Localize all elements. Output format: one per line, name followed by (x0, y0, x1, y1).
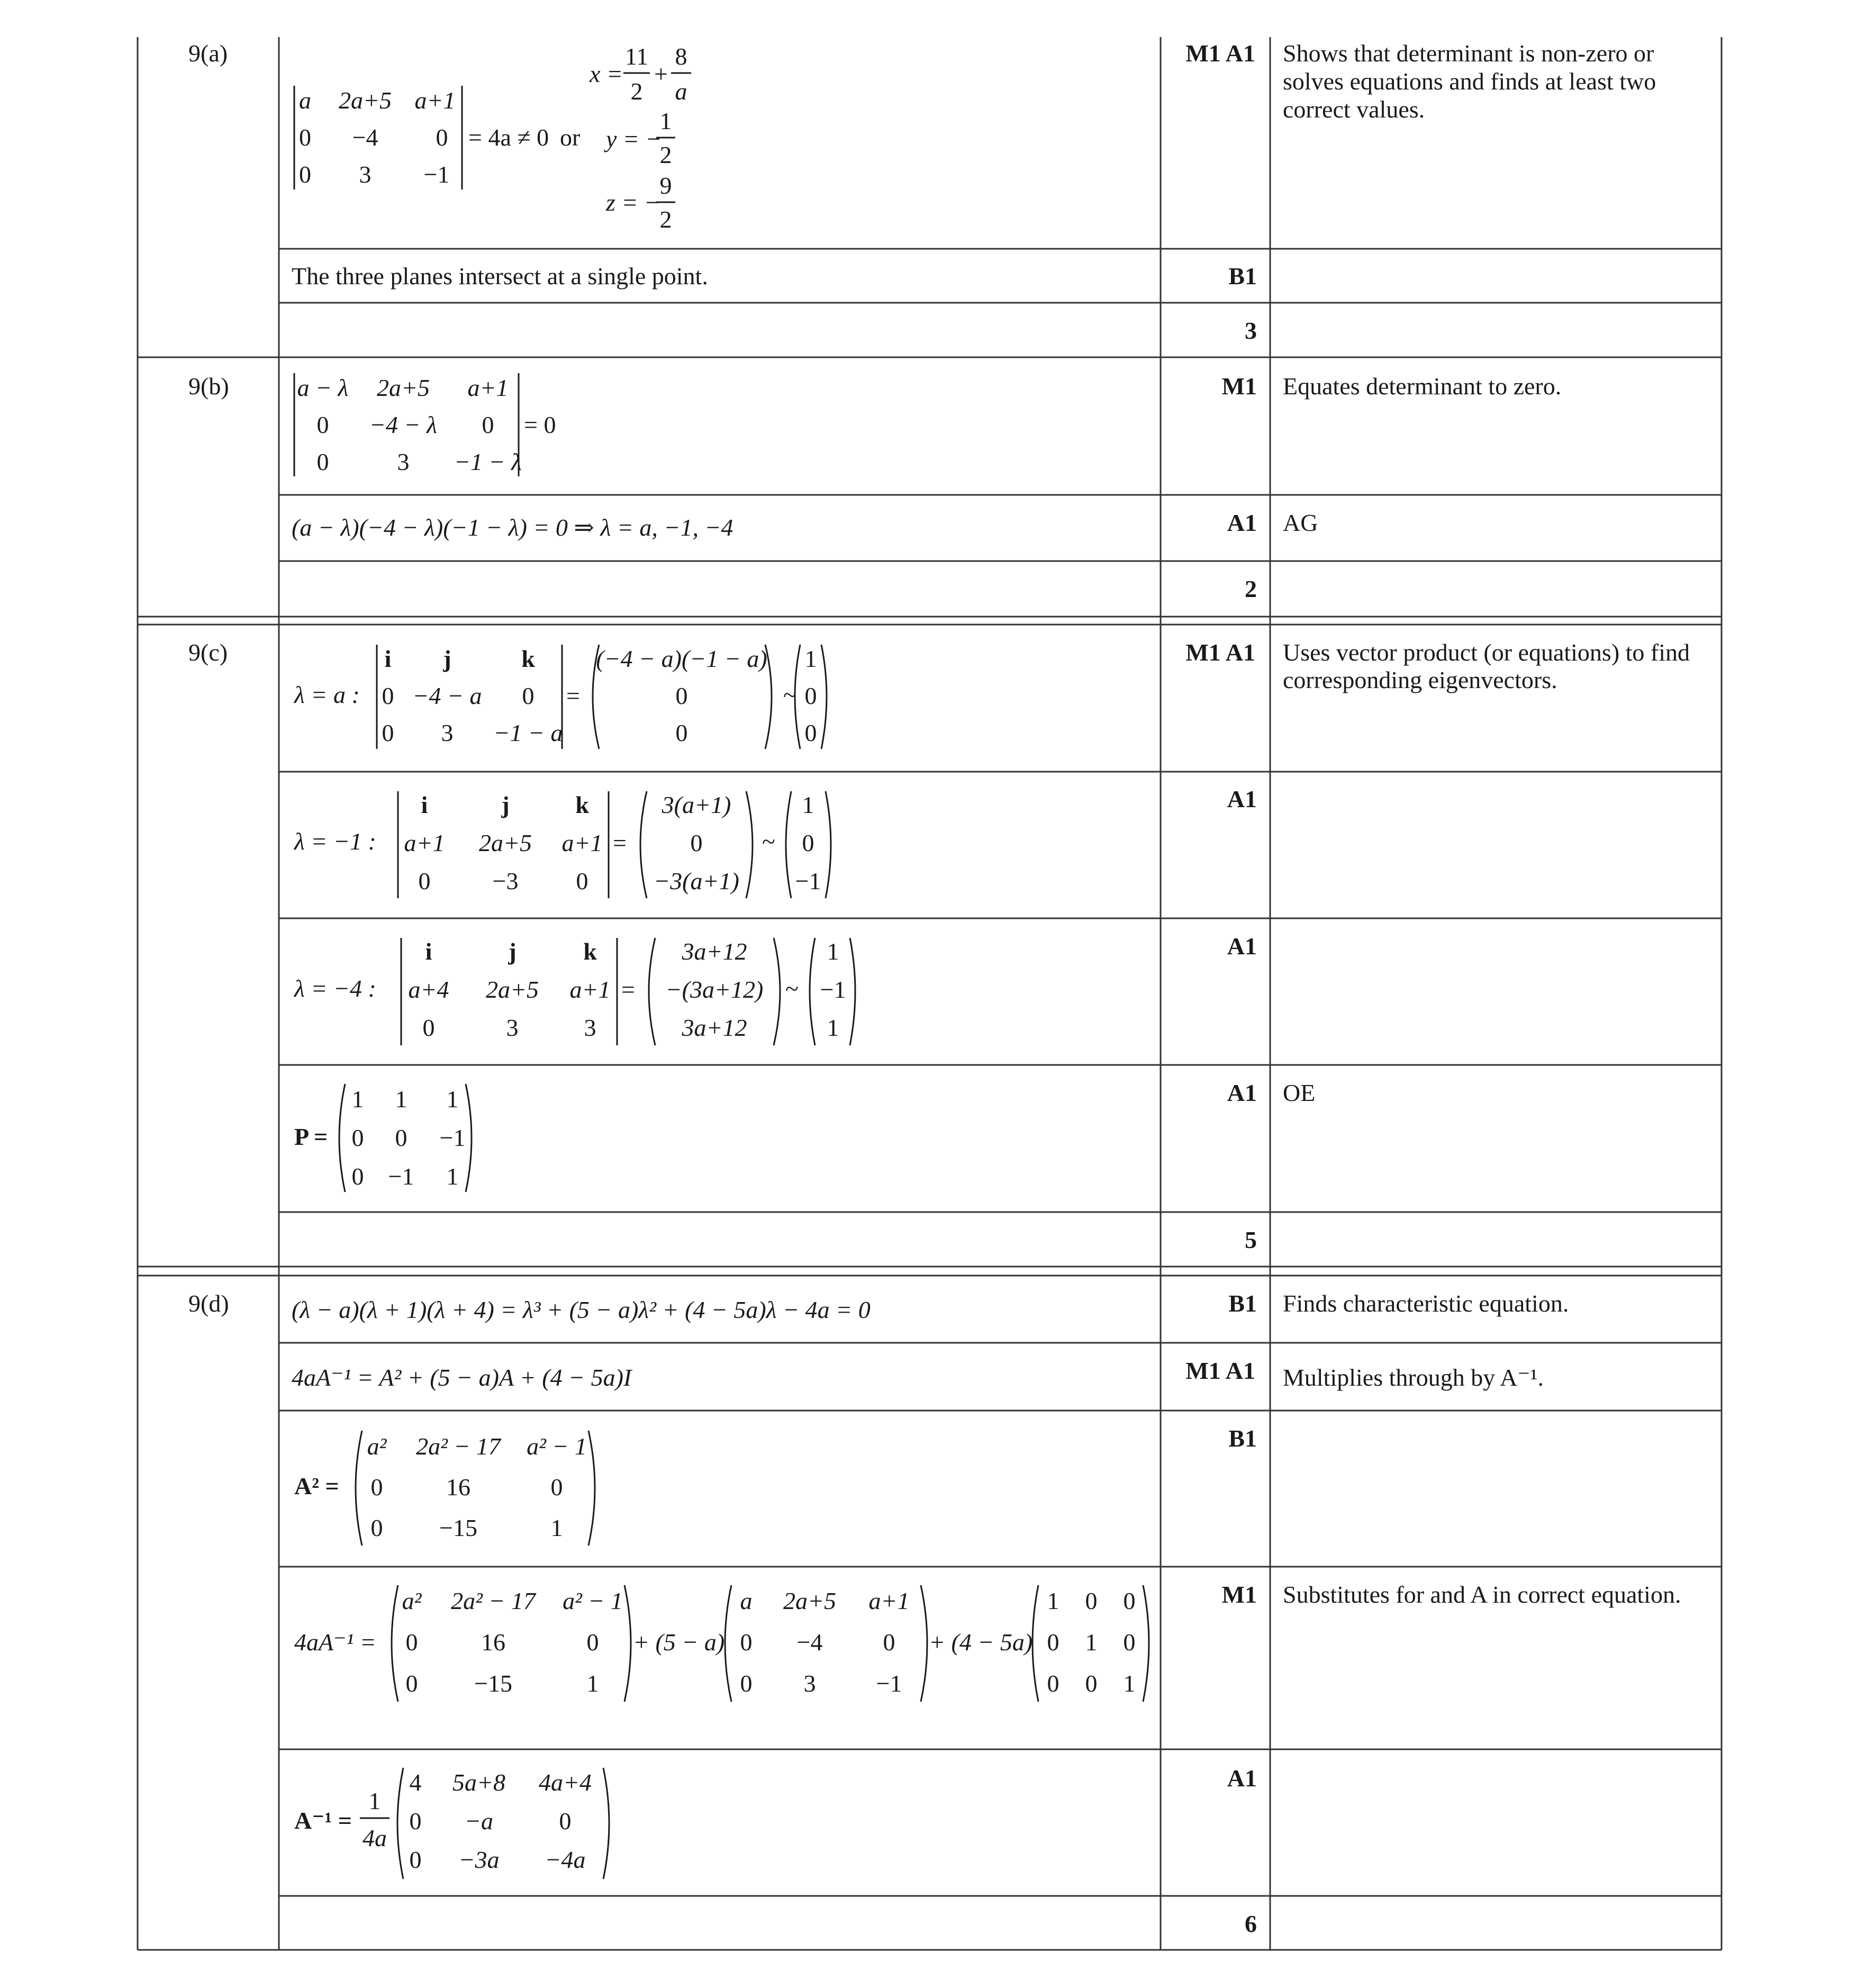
matrix-cell: −4 (796, 1629, 823, 1656)
x-plus: + (654, 60, 668, 87)
row-9b (188, 373, 1561, 602)
matrix-cell: 1 (351, 1086, 364, 1113)
inverse-equation: 4aA⁻¹ = A² + (5 − a)A + (4 − 5a)I (292, 1364, 632, 1391)
guidance: AG (1283, 509, 1318, 536)
mark: M1 (1221, 1581, 1257, 1608)
statement: The three planes intersect at a single point. (292, 263, 708, 290)
y-numerator: 1 (659, 107, 672, 134)
matrix-cell: 1 (395, 1086, 407, 1113)
det-result: = 4a ≠ 0 (468, 124, 549, 151)
matrix-cell: 0 (740, 1629, 753, 1656)
vec-cell: 0 (690, 829, 703, 856)
matrix-cell: 16 (446, 1474, 470, 1501)
matrix-cell: −1 (439, 1124, 466, 1151)
det-cell: 2a+5 (338, 87, 392, 114)
det-cell: 3 (506, 1014, 519, 1041)
or-text: or (560, 124, 581, 151)
matrix-A-inverse (294, 1768, 609, 1879)
mark: M1 (1221, 373, 1257, 400)
evec-cell: 0 (802, 829, 814, 856)
det-cell: 0 (316, 448, 329, 475)
mark: A1 (1227, 509, 1257, 536)
matrix-label: A² = (294, 1472, 339, 1499)
det-cell: a+1 (467, 374, 509, 401)
matrix-cell: 0 (559, 1808, 572, 1835)
vec-cell: 0 (675, 682, 688, 709)
det-cell: j (508, 938, 517, 965)
matrix-cell: −15 (474, 1670, 512, 1697)
characteristic-equation: (λ − a)(λ + 1)(λ + 4) = λ³ + (5 − a)λ² + (4 − 5a)λ − 4a = 0 (292, 1296, 871, 1323)
matrix-cell: 5a+8 (452, 1769, 506, 1796)
x-denominator-2: a (675, 78, 687, 105)
equals: = (613, 829, 627, 856)
det-cell: −1 − a (493, 719, 563, 746)
z-denominator: 2 (659, 206, 672, 233)
matrix-cell: 0 (395, 1124, 407, 1151)
mark: M1 A1 (1185, 1357, 1255, 1384)
det-cell: i (421, 791, 428, 818)
matrix-cell: a+1 (868, 1587, 910, 1614)
equals: = (621, 976, 635, 1003)
det-cell: 3 (441, 719, 454, 746)
matrix-cell: 0 (1047, 1629, 1059, 1656)
mark: B1 (1228, 1290, 1257, 1317)
matrix-cell: −4a (545, 1846, 586, 1873)
matrix-cell: 0 (586, 1629, 599, 1656)
vec-cell: 3(a+1) (662, 791, 731, 818)
det-cell: 0 (522, 682, 535, 709)
matrix-cell: 0 (1123, 1629, 1136, 1656)
det-cell: 0 (482, 411, 494, 438)
det-cell: j (501, 791, 510, 818)
evec-cell: 1 (804, 645, 817, 672)
det-cell: 0 (418, 868, 431, 894)
plus-term: + (4 − 5a) (929, 1629, 1033, 1656)
x-lhs: x = (590, 60, 623, 87)
determinant-9b (294, 373, 556, 476)
det-cell: −4 (352, 124, 378, 151)
mark: A1 (1227, 1079, 1257, 1106)
vec-cell: −(3a+12) (665, 976, 764, 1003)
det-cell: −3 (492, 868, 519, 894)
x-denominator: 2 (630, 78, 643, 105)
matrix-cell: 0 (550, 1474, 563, 1501)
question-number: 9(a) (188, 40, 228, 67)
tilde: ~ (783, 681, 796, 708)
evec-cell: 0 (804, 719, 817, 746)
det-cell: i (384, 645, 392, 672)
det-cell: k (583, 938, 597, 965)
vec-cell: −3(a+1) (654, 868, 739, 894)
matrix-cell: −a (464, 1808, 494, 1835)
matrix-cell: 1 (1047, 1587, 1059, 1614)
det-cell: i (425, 938, 432, 965)
matrix-cell: 16 (481, 1629, 505, 1656)
fraction-numerator: 1 (368, 1787, 381, 1814)
det-cell: k (575, 791, 589, 818)
lambda-label: λ = −4 : (294, 975, 376, 1002)
matrix-cell: 4 (409, 1769, 422, 1796)
matrix-cell: 0 (1085, 1587, 1098, 1614)
mark: A1 (1227, 933, 1257, 960)
guidance-line: corresponding eigenvectors. (1283, 666, 1557, 693)
matrix-cell: 0 (1047, 1670, 1059, 1697)
matrix-cell: 0 (405, 1629, 418, 1656)
det-cell: 0 (436, 124, 448, 151)
mark: A1 (1227, 1765, 1257, 1792)
total-marks: 2 (1245, 575, 1257, 602)
matrix-A-squared (294, 1431, 595, 1546)
matrix-cell: 0 (1123, 1587, 1136, 1614)
det-cell: 0 (382, 719, 394, 746)
det-cell: −4 − a (412, 682, 482, 709)
z-numerator: 9 (659, 172, 672, 199)
det-cell: a+1 (561, 829, 603, 856)
tilde: ~ (762, 828, 775, 855)
matrix-cell: 0 (1085, 1670, 1098, 1697)
matrix-cell: −3a (458, 1846, 500, 1873)
tilde: ~ (785, 975, 799, 1002)
det-cell: 2a+5 (376, 374, 430, 401)
matrix-cell: a² − 1 (563, 1587, 623, 1614)
evec-cell: 1 (827, 938, 839, 965)
question-number: 9(d) (188, 1290, 229, 1317)
matrix-cell: −15 (439, 1514, 477, 1541)
question-number: 9(b) (188, 373, 229, 400)
sub-label: 4aA⁻¹ = (294, 1629, 376, 1656)
det-cell: −4 − λ (369, 411, 438, 438)
det-cell: a (299, 87, 311, 114)
matrix-P (294, 1084, 472, 1192)
matrix-cell: 1 (446, 1086, 459, 1113)
det-cell: 0 (382, 682, 394, 709)
matrix-cell: 1 (1085, 1629, 1098, 1656)
det-cell: a − λ (297, 374, 349, 401)
det-cell: j (443, 645, 451, 672)
matrix-cell: 4a+4 (538, 1769, 592, 1796)
matrix-cell: 0 (409, 1808, 422, 1835)
matrix-cell: 0 (370, 1514, 383, 1541)
matrix-cell: 0 (740, 1670, 753, 1697)
guidance-line: solves equations and finds at least two (1283, 68, 1656, 95)
matrix-cell: 0 (883, 1629, 895, 1656)
mark: B1 (1228, 263, 1257, 290)
matrix-cell: 1 (446, 1163, 459, 1190)
solution-9a (589, 43, 691, 233)
det-cell: 2a+5 (478, 829, 532, 856)
total-marks: 3 (1245, 317, 1257, 344)
lambda-label: λ = a : (294, 681, 360, 708)
matrix-cell: 1 (1123, 1670, 1136, 1697)
det-cell: 3 (359, 161, 372, 188)
matrix-cell: 0 (409, 1846, 422, 1873)
matrix-cell: 0 (370, 1474, 383, 1501)
guidance: OE (1283, 1079, 1316, 1106)
matrix-cell: 1 (586, 1670, 599, 1697)
mark: B1 (1228, 1425, 1257, 1452)
mark: M1 A1 (1185, 40, 1255, 67)
total-marks: 6 (1245, 1910, 1257, 1937)
matrix-cell: a² (367, 1433, 387, 1460)
guidance-line: Uses vector product (or equations) to find (1283, 639, 1690, 666)
matrix-cell: 2a+5 (783, 1587, 837, 1614)
matrix-cell: a (740, 1587, 753, 1614)
matrix-cell: 0 (351, 1163, 364, 1190)
y-lhs: y = − (606, 125, 662, 152)
det-cell: 2a+5 (485, 976, 539, 1003)
question-number: 9(c) (188, 639, 228, 666)
matrix-cell: 2a² − 17 (416, 1433, 501, 1460)
guidance-line: Shows that determinant is non-zero or (1283, 40, 1654, 67)
guidance: Equates determinant to zero. (1283, 373, 1562, 400)
matrix-label: P = (294, 1123, 328, 1150)
det-cell: 3 (584, 1014, 596, 1041)
row-9a (188, 40, 1656, 344)
det-cell: 0 (299, 124, 311, 151)
evec-cell: 1 (827, 1014, 839, 1041)
plus-term: + (5 − a) (633, 1629, 725, 1656)
matrix-cell: 0 (405, 1670, 418, 1697)
characteristic-solution: (a − λ)(−4 − λ)(−1 − λ) = 0 ⇒ λ = a, −1, −4 (292, 514, 733, 541)
guidance-line: correct values. (1283, 96, 1425, 123)
matrix-cell: −1 (388, 1163, 414, 1190)
eigen-lambda-minus-1 (293, 791, 831, 898)
det-cell: k (521, 645, 535, 672)
vec-cell: 0 (675, 719, 688, 746)
vec-cell: 3a+12 (682, 938, 747, 965)
guidance: Substitutes for and A in correct equation. (1283, 1581, 1681, 1608)
evec-cell: 1 (802, 791, 814, 818)
row-9c (188, 639, 1690, 1253)
evec-cell: −1 (820, 976, 846, 1003)
det-cell: a+1 (404, 829, 445, 856)
matrix-cell: −1 (876, 1670, 902, 1697)
equals: = (566, 682, 580, 709)
guidance: Multiplies through by A⁻¹. (1283, 1364, 1544, 1391)
fraction-denominator: 4a (363, 1824, 387, 1851)
determinant-9a (294, 86, 580, 189)
det-cell: a+1 (414, 87, 456, 114)
det-cell: 0 (316, 411, 329, 438)
y-denominator: 2 (659, 141, 672, 168)
mark: A1 (1227, 785, 1257, 812)
eigen-lambda-minus-4 (293, 938, 855, 1045)
det-cell: 0 (576, 868, 588, 894)
substitution-equation (294, 1585, 1149, 1702)
matrix-cell: 3 (803, 1670, 816, 1697)
total-marks: 5 (1245, 1226, 1257, 1253)
evec-cell: −1 (795, 868, 821, 894)
row-9d (188, 1290, 1681, 1937)
det-cell: −1 (423, 161, 450, 188)
z-lhs: z = − (606, 189, 660, 216)
vec-cell: 3a+12 (682, 1014, 747, 1041)
matrix-label: A⁻¹ = (294, 1807, 352, 1834)
matrix-cell: a² − 1 (527, 1433, 587, 1460)
vec-cell: (−4 − a)(−1 − a) (596, 645, 767, 672)
det-result: = 0 (524, 411, 556, 438)
det-cell: 3 (397, 448, 410, 475)
matrix-cell: 0 (351, 1124, 364, 1151)
x-numerator: 11 (624, 43, 649, 70)
det-cell: a+4 (408, 976, 449, 1003)
matrix-cell: a² (402, 1587, 422, 1614)
mark: M1 A1 (1185, 639, 1255, 666)
matrix-cell: 1 (550, 1514, 563, 1541)
det-cell: −1 − λ (454, 448, 522, 475)
x-numerator-2: 8 (675, 43, 687, 70)
det-cell: 0 (299, 161, 311, 188)
det-cell: a+1 (569, 976, 611, 1003)
det-cell: 0 (422, 1014, 435, 1041)
guidance: Finds characteristic equation. (1283, 1290, 1569, 1317)
matrix-cell: 2a² − 17 (451, 1587, 536, 1614)
evec-cell: 0 (804, 682, 817, 709)
lambda-label: λ = −1 : (294, 828, 376, 855)
eigen-lambda-a (293, 645, 827, 749)
